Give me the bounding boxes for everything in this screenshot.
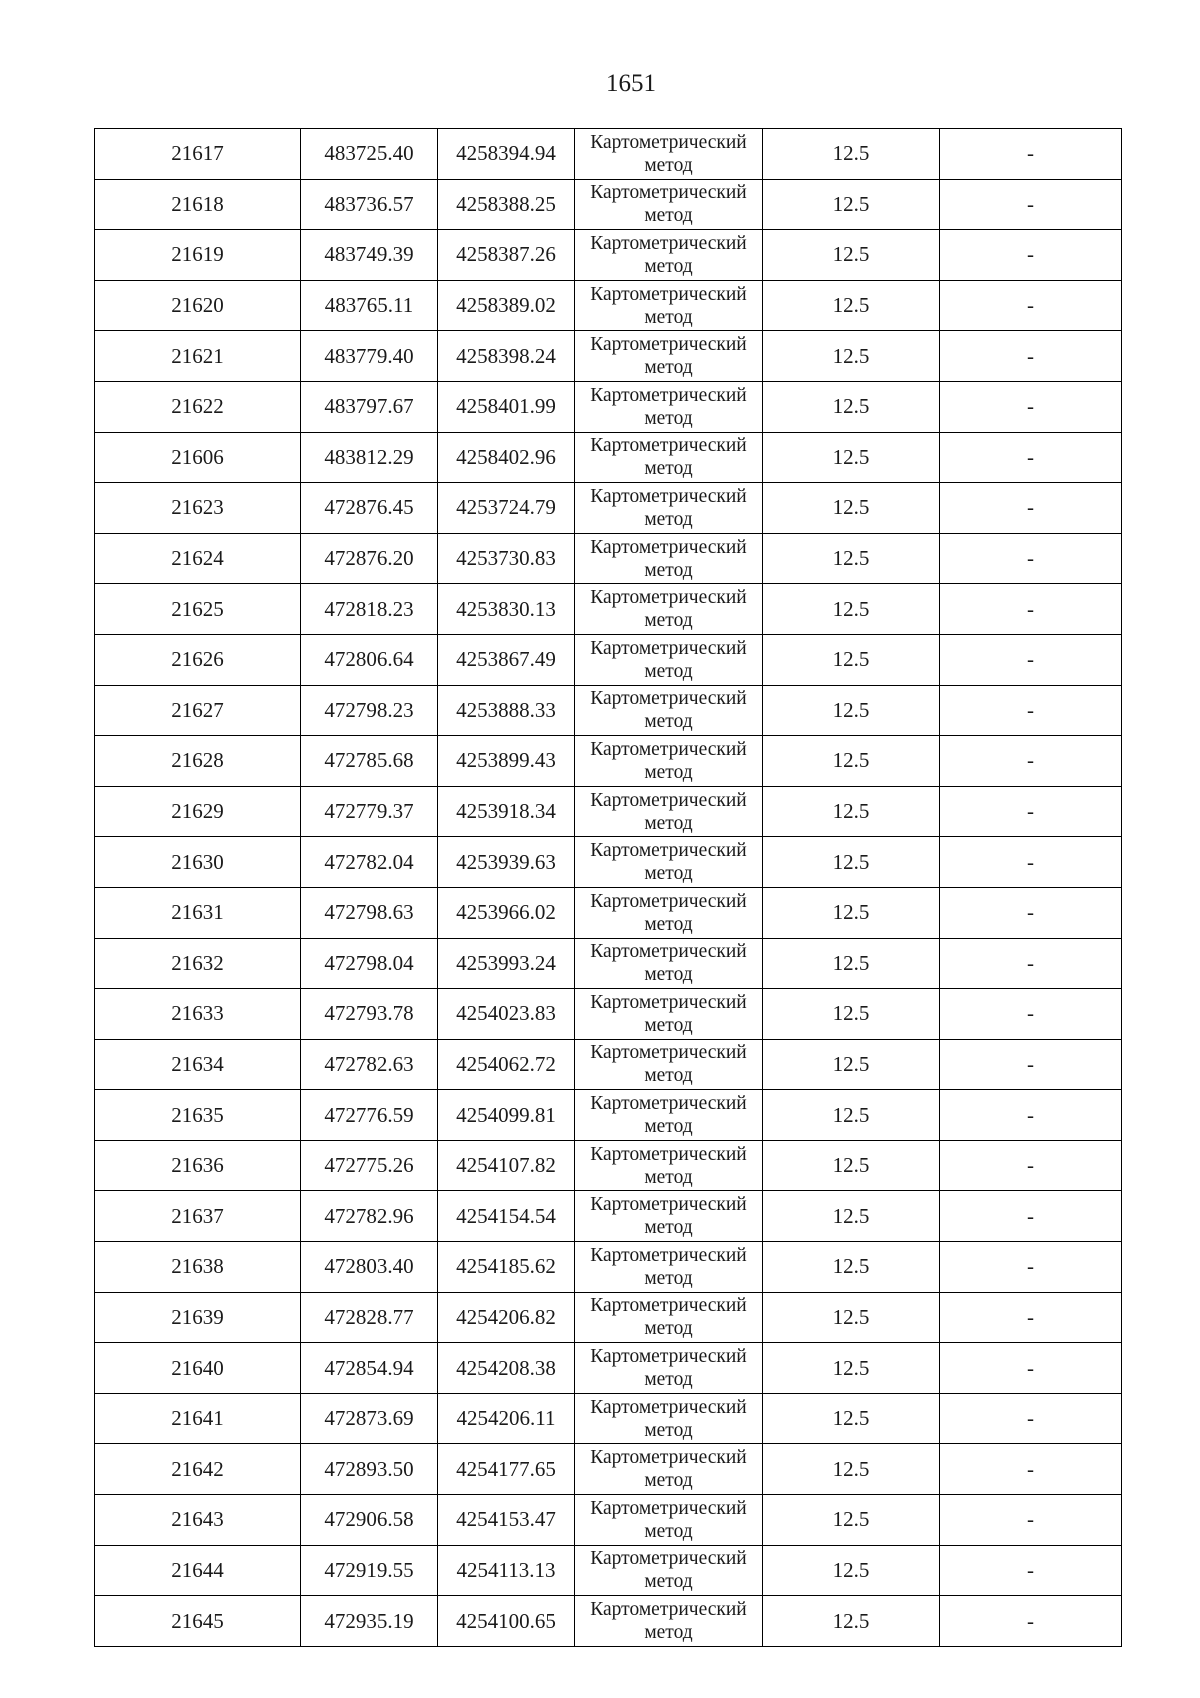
table-row [95, 989, 1122, 1040]
y-coordinate-cell: 4253966.02 [438, 887, 575, 938]
method-line-1: Картометрический [590, 738, 747, 760]
method-cell [575, 584, 763, 635]
x-coordinate-cell: 483749.39 [301, 230, 438, 281]
method-line-1: Картометрический [590, 1042, 747, 1064]
table-row [95, 1292, 1122, 1343]
point-id-cell: 21619 [95, 230, 301, 281]
method-line-2: метод [644, 812, 693, 834]
note-cell: - [940, 331, 1122, 382]
y-coordinate-cell: 4253939.63 [438, 837, 575, 888]
table-row [95, 1140, 1122, 1191]
method-line-2: метод [644, 660, 693, 682]
x-coordinate-cell: 472828.77 [301, 1292, 438, 1343]
method-line-2: метод [644, 559, 693, 581]
method-line-2: метод [644, 1369, 693, 1391]
method-line-2: метод [644, 1470, 693, 1492]
method-line-1: Картометрический [590, 232, 747, 254]
point-id-cell: 21633 [95, 989, 301, 1040]
method-line-2: метод [644, 1065, 693, 1087]
x-coordinate-cell: 472906.58 [301, 1495, 438, 1546]
method-line-2: метод [644, 205, 693, 227]
accuracy-cell: 12.5 [763, 1090, 940, 1141]
coordinates-table-body [95, 129, 1122, 1647]
method-line-1: Картометрический [590, 334, 747, 356]
table-row [95, 230, 1122, 281]
method-cell [575, 1545, 763, 1596]
x-coordinate-cell: 472782.04 [301, 837, 438, 888]
y-coordinate-cell: 4254107.82 [438, 1140, 575, 1191]
method-line-2: метод [644, 711, 693, 733]
note-cell: - [940, 786, 1122, 837]
method-line-1: Картометрический [590, 1447, 747, 1469]
accuracy-cell: 12.5 [763, 381, 940, 432]
x-coordinate-cell: 472782.96 [301, 1191, 438, 1242]
accuracy-cell: 12.5 [763, 129, 940, 180]
note-cell: - [940, 280, 1122, 331]
table-row [95, 179, 1122, 230]
method-cell [575, 483, 763, 534]
table-row [95, 584, 1122, 635]
x-coordinate-cell: 483812.29 [301, 432, 438, 483]
table-row [95, 786, 1122, 837]
method-cell [575, 1191, 763, 1242]
method-cell [575, 432, 763, 483]
method-line-1: Картометрический [590, 789, 747, 811]
x-coordinate-cell: 472935.19 [301, 1596, 438, 1647]
x-coordinate-cell: 472798.63 [301, 887, 438, 938]
accuracy-cell: 12.5 [763, 432, 940, 483]
note-cell: - [940, 887, 1122, 938]
method-line-2: метод [644, 357, 693, 379]
method-cell [575, 1596, 763, 1647]
note-cell: - [940, 1343, 1122, 1394]
x-coordinate-cell: 472785.68 [301, 736, 438, 787]
table-row [95, 432, 1122, 483]
y-coordinate-cell: 4254153.47 [438, 1495, 575, 1546]
point-id-cell: 21645 [95, 1596, 301, 1647]
method-line-1: Картометрический [590, 283, 747, 305]
method-line-1: Картометрический [590, 384, 747, 406]
point-id-cell: 21621 [95, 331, 301, 382]
method-line-1: Картометрический [590, 1244, 747, 1266]
point-id-cell: 21632 [95, 938, 301, 989]
accuracy-cell: 12.5 [763, 736, 940, 787]
method-line-1: Картометрический [590, 941, 747, 963]
point-id-cell: 21639 [95, 1292, 301, 1343]
x-coordinate-cell: 472876.45 [301, 483, 438, 534]
y-coordinate-cell: 4253888.33 [438, 685, 575, 736]
point-id-cell: 21643 [95, 1495, 301, 1546]
method-cell [575, 786, 763, 837]
accuracy-cell: 12.5 [763, 1191, 940, 1242]
method-cell [575, 381, 763, 432]
point-id-cell: 21624 [95, 533, 301, 584]
method-line-1: Картометрический [590, 536, 747, 558]
table-row [95, 331, 1122, 382]
point-id-cell: 21642 [95, 1444, 301, 1495]
note-cell: - [940, 432, 1122, 483]
method-cell [575, 1140, 763, 1191]
y-coordinate-cell: 4258389.02 [438, 280, 575, 331]
point-id-cell: 21631 [95, 887, 301, 938]
accuracy-cell: 12.5 [763, 230, 940, 281]
y-coordinate-cell: 4258402.96 [438, 432, 575, 483]
method-line-1: Картометрический [590, 485, 747, 507]
point-id-cell: 21634 [95, 1039, 301, 1090]
point-id-cell: 21644 [95, 1545, 301, 1596]
accuracy-cell: 12.5 [763, 533, 940, 584]
method-cell [575, 280, 763, 331]
method-cell [575, 129, 763, 180]
y-coordinate-cell: 4253830.13 [438, 584, 575, 635]
accuracy-cell: 12.5 [763, 1140, 940, 1191]
note-cell: - [940, 129, 1122, 180]
table-row [95, 736, 1122, 787]
method-line-2: метод [644, 1419, 693, 1441]
point-id-cell: 21640 [95, 1343, 301, 1394]
accuracy-cell: 12.5 [763, 1444, 940, 1495]
table-row [95, 1191, 1122, 1242]
note-cell: - [940, 179, 1122, 230]
method-line-1: Картометрический [590, 587, 747, 609]
method-cell [575, 1495, 763, 1546]
point-id-cell: 21626 [95, 634, 301, 685]
y-coordinate-cell: 4253867.49 [438, 634, 575, 685]
method-line-1: Картометрический [590, 637, 747, 659]
note-cell: - [940, 634, 1122, 685]
accuracy-cell: 12.5 [763, 938, 940, 989]
method-line-2: метод [644, 1217, 693, 1239]
x-coordinate-cell: 472798.04 [301, 938, 438, 989]
method-line-2: метод [644, 1014, 693, 1036]
accuracy-cell: 12.5 [763, 179, 940, 230]
note-cell: - [940, 1495, 1122, 1546]
y-coordinate-cell: 4254154.54 [438, 1191, 575, 1242]
accuracy-cell: 12.5 [763, 280, 940, 331]
accuracy-cell: 12.5 [763, 1039, 940, 1090]
point-id-cell: 21629 [95, 786, 301, 837]
method-line-1: Картометрический [590, 435, 747, 457]
method-line-2: метод [644, 255, 693, 277]
x-coordinate-cell: 472873.69 [301, 1393, 438, 1444]
accuracy-cell: 12.5 [763, 483, 940, 534]
accuracy-cell: 12.5 [763, 786, 940, 837]
method-line-1: Картометрический [590, 1093, 747, 1115]
method-line-2: метод [644, 154, 693, 176]
table-row [95, 129, 1122, 180]
x-coordinate-cell: 472775.26 [301, 1140, 438, 1191]
y-coordinate-cell: 4253730.83 [438, 533, 575, 584]
note-cell: - [940, 230, 1122, 281]
note-cell: - [940, 483, 1122, 534]
accuracy-cell: 12.5 [763, 837, 940, 888]
note-cell: - [940, 1292, 1122, 1343]
y-coordinate-cell: 4254206.11 [438, 1393, 575, 1444]
table-row [95, 1090, 1122, 1141]
y-coordinate-cell: 4253918.34 [438, 786, 575, 837]
x-coordinate-cell: 483765.11 [301, 280, 438, 331]
table-row [95, 1444, 1122, 1495]
table-row [95, 938, 1122, 989]
x-coordinate-cell: 483779.40 [301, 331, 438, 382]
table-row [95, 1596, 1122, 1647]
table-row [95, 1393, 1122, 1444]
x-coordinate-cell: 472779.37 [301, 786, 438, 837]
method-line-2: метод [644, 761, 693, 783]
x-coordinate-cell: 472776.59 [301, 1090, 438, 1141]
point-id-cell: 21635 [95, 1090, 301, 1141]
accuracy-cell: 12.5 [763, 1343, 940, 1394]
point-id-cell: 21628 [95, 736, 301, 787]
table-row [95, 533, 1122, 584]
x-coordinate-cell: 483736.57 [301, 179, 438, 230]
method-cell [575, 887, 763, 938]
coordinates-table [94, 128, 1122, 1647]
table-row [95, 280, 1122, 331]
method-cell [575, 1039, 763, 1090]
point-id-cell: 21606 [95, 432, 301, 483]
accuracy-cell: 12.5 [763, 1495, 940, 1546]
x-coordinate-cell: 472793.78 [301, 989, 438, 1040]
method-cell [575, 1090, 763, 1141]
point-id-cell: 21620 [95, 280, 301, 331]
point-id-cell: 21638 [95, 1242, 301, 1293]
method-line-1: Картометрический [590, 1548, 747, 1570]
method-line-2: метод [644, 1622, 693, 1644]
method-cell [575, 837, 763, 888]
note-cell: - [940, 1393, 1122, 1444]
table-row [95, 1242, 1122, 1293]
x-coordinate-cell: 472893.50 [301, 1444, 438, 1495]
method-cell [575, 179, 763, 230]
method-cell [575, 736, 763, 787]
point-id-cell: 21618 [95, 179, 301, 230]
note-cell: - [940, 685, 1122, 736]
method-line-2: метод [644, 458, 693, 480]
method-cell [575, 989, 763, 1040]
y-coordinate-cell: 4254177.65 [438, 1444, 575, 1495]
note-cell: - [940, 381, 1122, 432]
note-cell: - [940, 1140, 1122, 1191]
note-cell: - [940, 1545, 1122, 1596]
page-number: 1651 [606, 70, 656, 97]
method-line-1: Картометрический [590, 688, 747, 710]
y-coordinate-cell: 4254100.65 [438, 1596, 575, 1647]
note-cell: - [940, 989, 1122, 1040]
accuracy-cell: 12.5 [763, 1292, 940, 1343]
table-row [95, 887, 1122, 938]
accuracy-cell: 12.5 [763, 1545, 940, 1596]
x-coordinate-cell: 472782.63 [301, 1039, 438, 1090]
note-cell: - [940, 1596, 1122, 1647]
y-coordinate-cell: 4254023.83 [438, 989, 575, 1040]
accuracy-cell: 12.5 [763, 634, 940, 685]
y-coordinate-cell: 4254185.62 [438, 1242, 575, 1293]
method-line-2: метод [644, 1571, 693, 1593]
table-row [95, 685, 1122, 736]
point-id-cell: 21630 [95, 837, 301, 888]
point-id-cell: 21622 [95, 381, 301, 432]
method-line-1: Картометрический [590, 890, 747, 912]
method-line-1: Картометрический [590, 1295, 747, 1317]
note-cell: - [940, 1039, 1122, 1090]
table-row [95, 381, 1122, 432]
note-cell: - [940, 938, 1122, 989]
y-coordinate-cell: 4258401.99 [438, 381, 575, 432]
method-line-1: Картометрический [590, 131, 747, 153]
method-cell [575, 230, 763, 281]
method-line-1: Картометрический [590, 182, 747, 204]
note-cell: - [940, 1242, 1122, 1293]
table-row [95, 634, 1122, 685]
method-cell [575, 1292, 763, 1343]
accuracy-cell: 12.5 [763, 584, 940, 635]
method-line-1: Картометрический [590, 991, 747, 1013]
accuracy-cell: 12.5 [763, 1393, 940, 1444]
x-coordinate-cell: 472854.94 [301, 1343, 438, 1394]
accuracy-cell: 12.5 [763, 685, 940, 736]
method-line-1: Картометрический [590, 1599, 747, 1621]
method-line-2: метод [644, 1116, 693, 1138]
x-coordinate-cell: 483797.67 [301, 381, 438, 432]
y-coordinate-cell: 4258398.24 [438, 331, 575, 382]
table-row [95, 1039, 1122, 1090]
method-line-1: Картометрический [590, 1346, 747, 1368]
method-line-2: метод [644, 1318, 693, 1340]
method-line-1: Картометрический [590, 1143, 747, 1165]
method-line-2: метод [644, 407, 693, 429]
method-line-1: Картометрический [590, 1396, 747, 1418]
x-coordinate-cell: 472806.64 [301, 634, 438, 685]
note-cell: - [940, 533, 1122, 584]
method-line-2: метод [644, 913, 693, 935]
method-cell [575, 634, 763, 685]
method-cell [575, 1444, 763, 1495]
y-coordinate-cell: 4253724.79 [438, 483, 575, 534]
method-cell [575, 938, 763, 989]
point-id-cell: 21623 [95, 483, 301, 534]
note-cell: - [940, 584, 1122, 635]
y-coordinate-cell: 4258388.25 [438, 179, 575, 230]
y-coordinate-cell: 4253993.24 [438, 938, 575, 989]
y-coordinate-cell: 4254208.38 [438, 1343, 575, 1394]
method-cell [575, 1393, 763, 1444]
note-cell: - [940, 736, 1122, 787]
x-coordinate-cell: 472919.55 [301, 1545, 438, 1596]
method-cell [575, 1343, 763, 1394]
x-coordinate-cell: 472876.20 [301, 533, 438, 584]
method-line-2: метод [644, 508, 693, 530]
y-coordinate-cell: 4258394.94 [438, 129, 575, 180]
method-cell [575, 331, 763, 382]
method-line-2: метод [644, 1267, 693, 1289]
method-line-2: метод [644, 1520, 693, 1542]
y-coordinate-cell: 4254062.72 [438, 1039, 575, 1090]
x-coordinate-cell: 483725.40 [301, 129, 438, 180]
x-coordinate-cell: 472818.23 [301, 584, 438, 635]
method-line-2: метод [644, 306, 693, 328]
note-cell: - [940, 837, 1122, 888]
method-cell [575, 685, 763, 736]
table-row [95, 837, 1122, 888]
point-id-cell: 21627 [95, 685, 301, 736]
y-coordinate-cell: 4253899.43 [438, 736, 575, 787]
method-line-2: метод [644, 1166, 693, 1188]
method-line-1: Картометрический [590, 1497, 747, 1519]
point-id-cell: 21617 [95, 129, 301, 180]
x-coordinate-cell: 472803.40 [301, 1242, 438, 1293]
accuracy-cell: 12.5 [763, 1596, 940, 1647]
method-cell [575, 1242, 763, 1293]
method-line-2: метод [644, 863, 693, 885]
method-line-2: метод [644, 610, 693, 632]
table-row [95, 1545, 1122, 1596]
method-line-1: Картометрический [590, 840, 747, 862]
accuracy-cell: 12.5 [763, 331, 940, 382]
y-coordinate-cell: 4258387.26 [438, 230, 575, 281]
note-cell: - [940, 1090, 1122, 1141]
table-row [95, 1495, 1122, 1546]
note-cell: - [940, 1444, 1122, 1495]
table-row [95, 483, 1122, 534]
method-cell [575, 533, 763, 584]
note-cell: - [940, 1191, 1122, 1242]
table-row [95, 1343, 1122, 1394]
y-coordinate-cell: 4254099.81 [438, 1090, 575, 1141]
point-id-cell: 21636 [95, 1140, 301, 1191]
x-coordinate-cell: 472798.23 [301, 685, 438, 736]
y-coordinate-cell: 4254206.82 [438, 1292, 575, 1343]
method-line-1: Картометрический [590, 1194, 747, 1216]
accuracy-cell: 12.5 [763, 989, 940, 1040]
point-id-cell: 21637 [95, 1191, 301, 1242]
accuracy-cell: 12.5 [763, 1242, 940, 1293]
point-id-cell: 21625 [95, 584, 301, 635]
y-coordinate-cell: 4254113.13 [438, 1545, 575, 1596]
point-id-cell: 21641 [95, 1393, 301, 1444]
accuracy-cell: 12.5 [763, 887, 940, 938]
method-line-2: метод [644, 964, 693, 986]
